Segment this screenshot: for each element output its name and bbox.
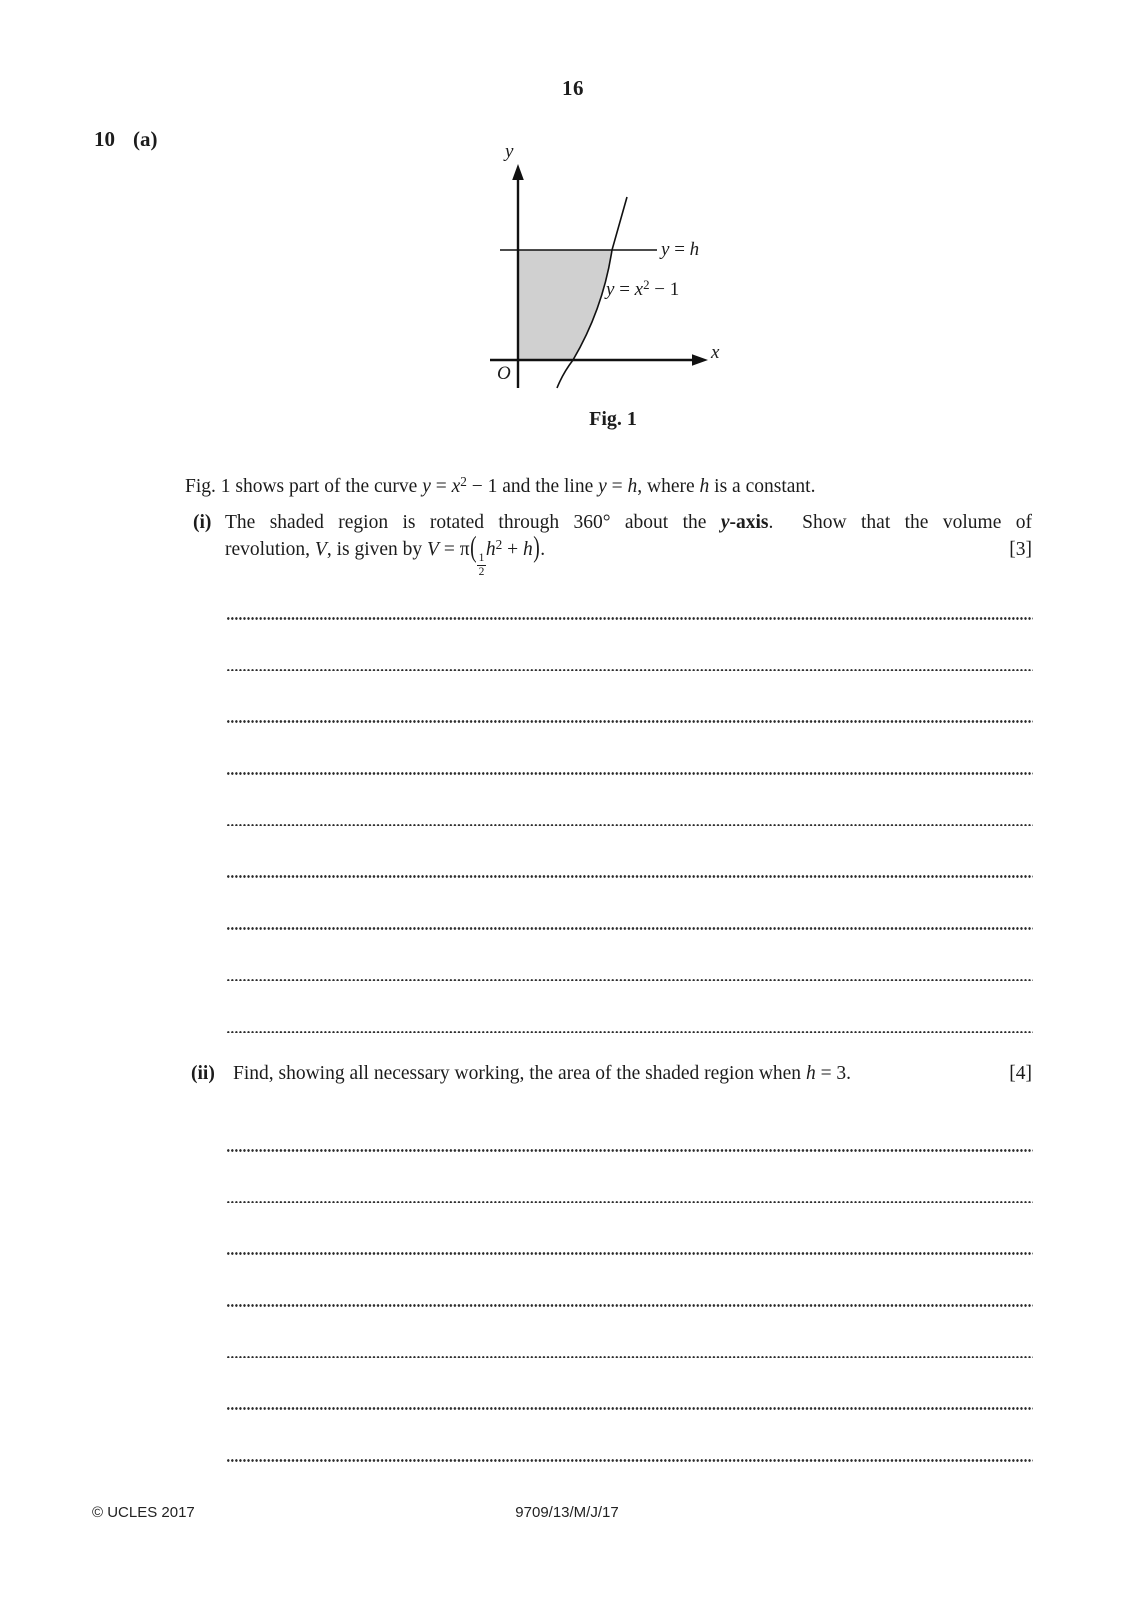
part-i <box>193 509 1032 578</box>
part-ii <box>191 1060 1032 1087</box>
answer-dotted-line <box>227 1031 1033 1034</box>
part-i-formula: revolution, V, is given by V = π( $\frac{1}{2}$ $h^2 + h$). <box>225 532 546 579</box>
part-i-text-line2 <box>225 532 1032 579</box>
answer-area-part-i <box>227 617 1033 1082</box>
figure-1 <box>448 140 748 412</box>
y-axis-arrowhead-icon <box>512 164 524 180</box>
answer-area-part-ii <box>227 1149 1033 1511</box>
part-i-text-line1: The shaded region is rotated through 360° about the y-axis. Show that the volume of <box>225 512 1032 533</box>
answer-dotted-line <box>227 875 1033 878</box>
intro-paragraph: Fig. 1 shows part of the curve $y = x^2 - 1$ and the line y = h, where h is a constant. <box>185 474 816 497</box>
part-ii-text <box>233 1060 1032 1087</box>
answer-dotted-line <box>227 1149 1033 1152</box>
fraction: $\frac{1}{2}$ <box>478 552 485 579</box>
part-i-label: (i) <box>193 512 212 533</box>
answer-dotted-line <box>227 824 1033 827</box>
origin-label: O <box>497 363 511 384</box>
answer-dotted-line <box>227 669 1033 672</box>
answer-dotted-line <box>227 1356 1033 1359</box>
paper-reference-code: 9709/13/M/J/17 <box>515 1504 619 1521</box>
part-i-marks: [3] <box>1009 539 1032 560</box>
copyright-notice: © UCLES 2017 <box>92 1504 195 1521</box>
answer-dotted-line <box>227 1201 1033 1204</box>
question-number: 10 <box>94 127 115 151</box>
figure-1-graphic <box>448 140 748 412</box>
x-axis-arrowhead-icon <box>692 354 708 366</box>
answer-dotted-line <box>227 1407 1033 1410</box>
answer-dotted-line <box>227 979 1033 982</box>
figure-caption: Fig. 1 <box>589 408 637 430</box>
answer-dotted-line <box>227 720 1033 723</box>
curve-equation-label: $y = x^2 - 1$ <box>606 277 680 300</box>
answer-dotted-line <box>227 617 1033 620</box>
question-part-label: (a) <box>133 127 158 151</box>
answer-dotted-line <box>227 1252 1033 1255</box>
part-ii-question: Find, showing all necessary working, the area of the shaded region when h = 3. <box>233 1063 852 1084</box>
answer-dotted-line <box>227 927 1033 930</box>
page-number: 16 <box>562 76 584 100</box>
answer-dotted-line <box>227 1459 1033 1462</box>
part-ii-marks: [4] <box>1009 1063 1032 1084</box>
line-equation-label: y = h <box>661 239 700 260</box>
answer-dotted-line <box>227 772 1033 775</box>
answer-dotted-line <box>227 1304 1033 1307</box>
x-axis-label: x <box>711 342 720 363</box>
part-ii-label: (ii) <box>191 1063 215 1084</box>
y-axis-label: y <box>505 141 514 162</box>
